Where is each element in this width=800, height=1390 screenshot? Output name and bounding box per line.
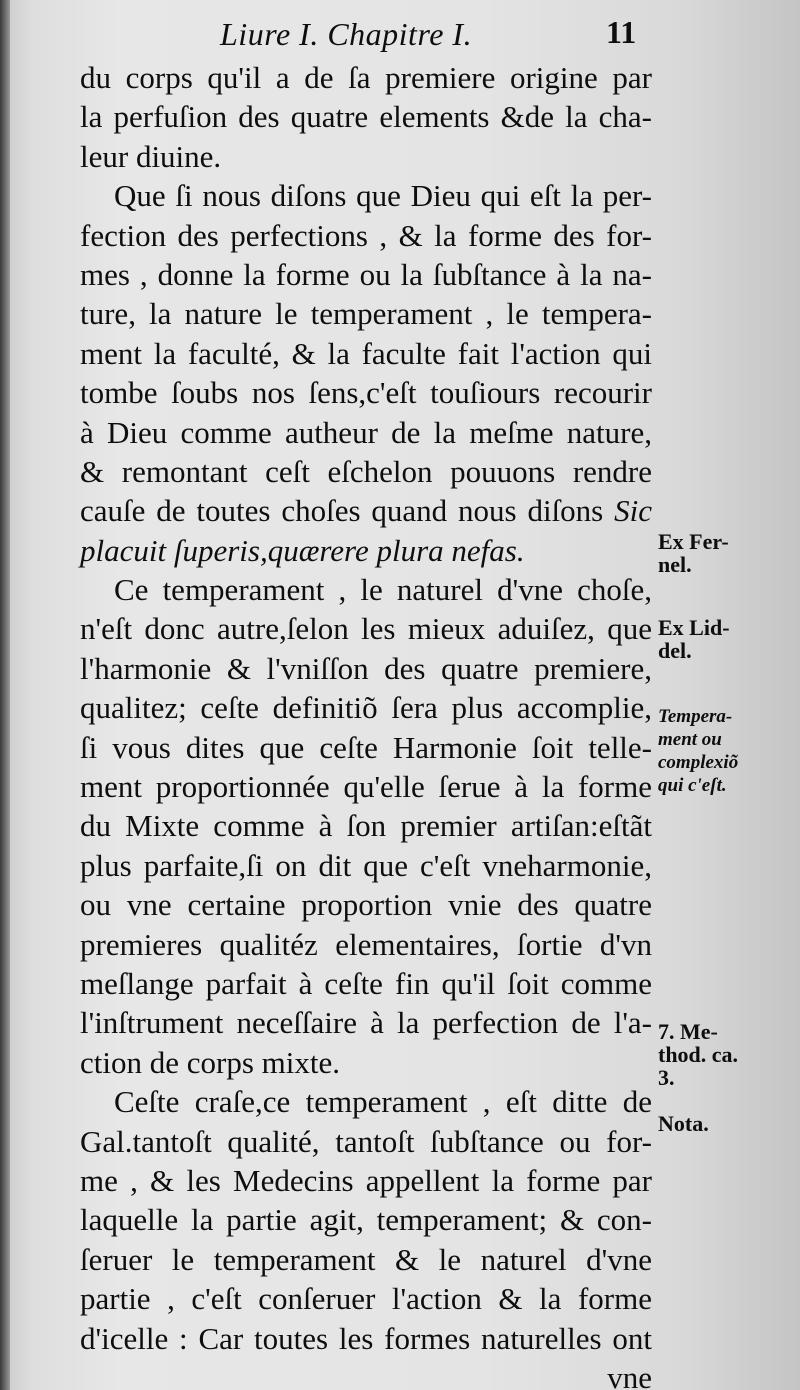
- text-line: d'icelle : Car toutes les formes naturelles ont: [80, 1320, 652, 1356]
- text-line: ou vne certaine proportion vnie des quatre: [80, 887, 652, 923]
- text-line: mes , donne la forme ou la ſubſtance à la na-: [80, 256, 652, 292]
- main-text-block: [80, 58, 652, 1390]
- text-line: à Dieu comme autheur de la meſme nature,: [80, 414, 652, 450]
- margin-note-methodus: [658, 1020, 798, 1089]
- text-line: ture, la nature le temperament , le tempera-: [80, 296, 652, 332]
- text-line: premieres qualitéz elementaires, ſortie d'vn: [80, 926, 652, 962]
- text-line: & remontant ceſt eſchelon pouuons rendre: [80, 453, 652, 489]
- paragraph-start-line: Que ſi nous diſons que Dieu qui eſt la per-: [114, 178, 652, 214]
- catchword: vne: [607, 1359, 652, 1390]
- text-line: laquelle la partie agit, temperament; & con-: [80, 1202, 652, 1238]
- margin-note-line: nel.: [658, 552, 692, 577]
- margin-note-line: qui c'eſt.: [658, 775, 727, 796]
- margin-note-line: Nota.: [658, 1111, 709, 1136]
- text-line: du Mixte comme à ſon premier artiſan:eſtãt: [80, 808, 652, 844]
- margin-note-line: ment ou: [658, 729, 722, 750]
- italic-quote-line: placuit ſuperis,quærere plura nefas.: [80, 532, 525, 568]
- margin-note-line: Ex Fer-: [658, 529, 729, 554]
- margin-note-line: 7. Me-: [658, 1019, 718, 1044]
- italic-word: Sic: [614, 493, 652, 529]
- text-line: la perfuſion des quatre elements &de la cha-: [80, 99, 652, 135]
- text-line: ment la faculté, & la faculte fait l'action qui: [80, 335, 652, 371]
- text-line: Gal.tantoſt qualité, tantoſt ſubſtance ou for-: [80, 1123, 652, 1159]
- text-line: me , & les Medecins appellent la forme par: [80, 1162, 652, 1198]
- text-run: cauſe de toutes choſes quand nous diſons: [80, 493, 604, 529]
- running-head: Liure I. Chapitre I.: [220, 16, 473, 52]
- text-line: ſeruer le temperament & le naturel d'vne: [80, 1241, 652, 1277]
- page-gutter-shadow: [0, 0, 10, 1390]
- margin-note-line: thod. ca.: [658, 1042, 739, 1067]
- text-line: n'eſt donc autre,ſelon les mieux aduiſez, que: [80, 611, 652, 647]
- text-line: tombe ſoubs nos ſens,c'eſt touſiours recourir: [80, 375, 652, 411]
- text-line: ſi vous dites que ceſte Harmonie ſoit telle-: [80, 729, 652, 765]
- text-line: meſlange parfait à ceſte fin qu'il ſoit comme: [80, 965, 652, 1001]
- paragraph-start-line: Ce temperament , le naturel d'vne choſe,: [114, 572, 652, 608]
- margin-note-temperament: [658, 705, 798, 797]
- margin-note-line: del.: [658, 638, 692, 663]
- margin-note-line: Tempera-: [658, 706, 733, 727]
- margin-note-line: complexiõ: [658, 752, 739, 773]
- margin-note-ex-fernel: [658, 530, 798, 576]
- text-line: ction de corps mixte.: [80, 1044, 340, 1080]
- margin-note-line: Ex Lid-: [658, 615, 730, 640]
- text-line: partie , c'eſt conſeruer l'action & la forme: [80, 1281, 652, 1317]
- text-line: fection des perfections , & la forme des for-: [80, 217, 652, 253]
- margin-note-nota: [658, 1112, 798, 1135]
- text-line: leur diuine.: [80, 138, 222, 174]
- page-number: 11: [606, 14, 637, 50]
- text-line: plus parfaite,ſi on dit que c'eſt vneharmonie,: [80, 847, 652, 883]
- margin-note-ex-liddel: [658, 616, 798, 662]
- text-line-with-italic: [80, 491, 652, 530]
- text-line: l'inſtrument neceſſaire à la perfection de l'a-: [80, 1005, 652, 1041]
- text-line: l'harmonie & l'vniſſon des quatre premiere,: [80, 650, 652, 686]
- paragraph-start-line: Ceſte craſe,ce temperament , eſt ditte de: [114, 1084, 652, 1120]
- margin-note-line: 3.: [658, 1065, 675, 1090]
- text-line: qualitez; ceſte definitiõ ſera plus accomplie,: [80, 690, 652, 726]
- text-line: du corps qu'il a de ſa premiere origine par: [80, 60, 652, 95]
- text-line: ment proportionnée qu'elle ſerue à la forme: [80, 769, 652, 805]
